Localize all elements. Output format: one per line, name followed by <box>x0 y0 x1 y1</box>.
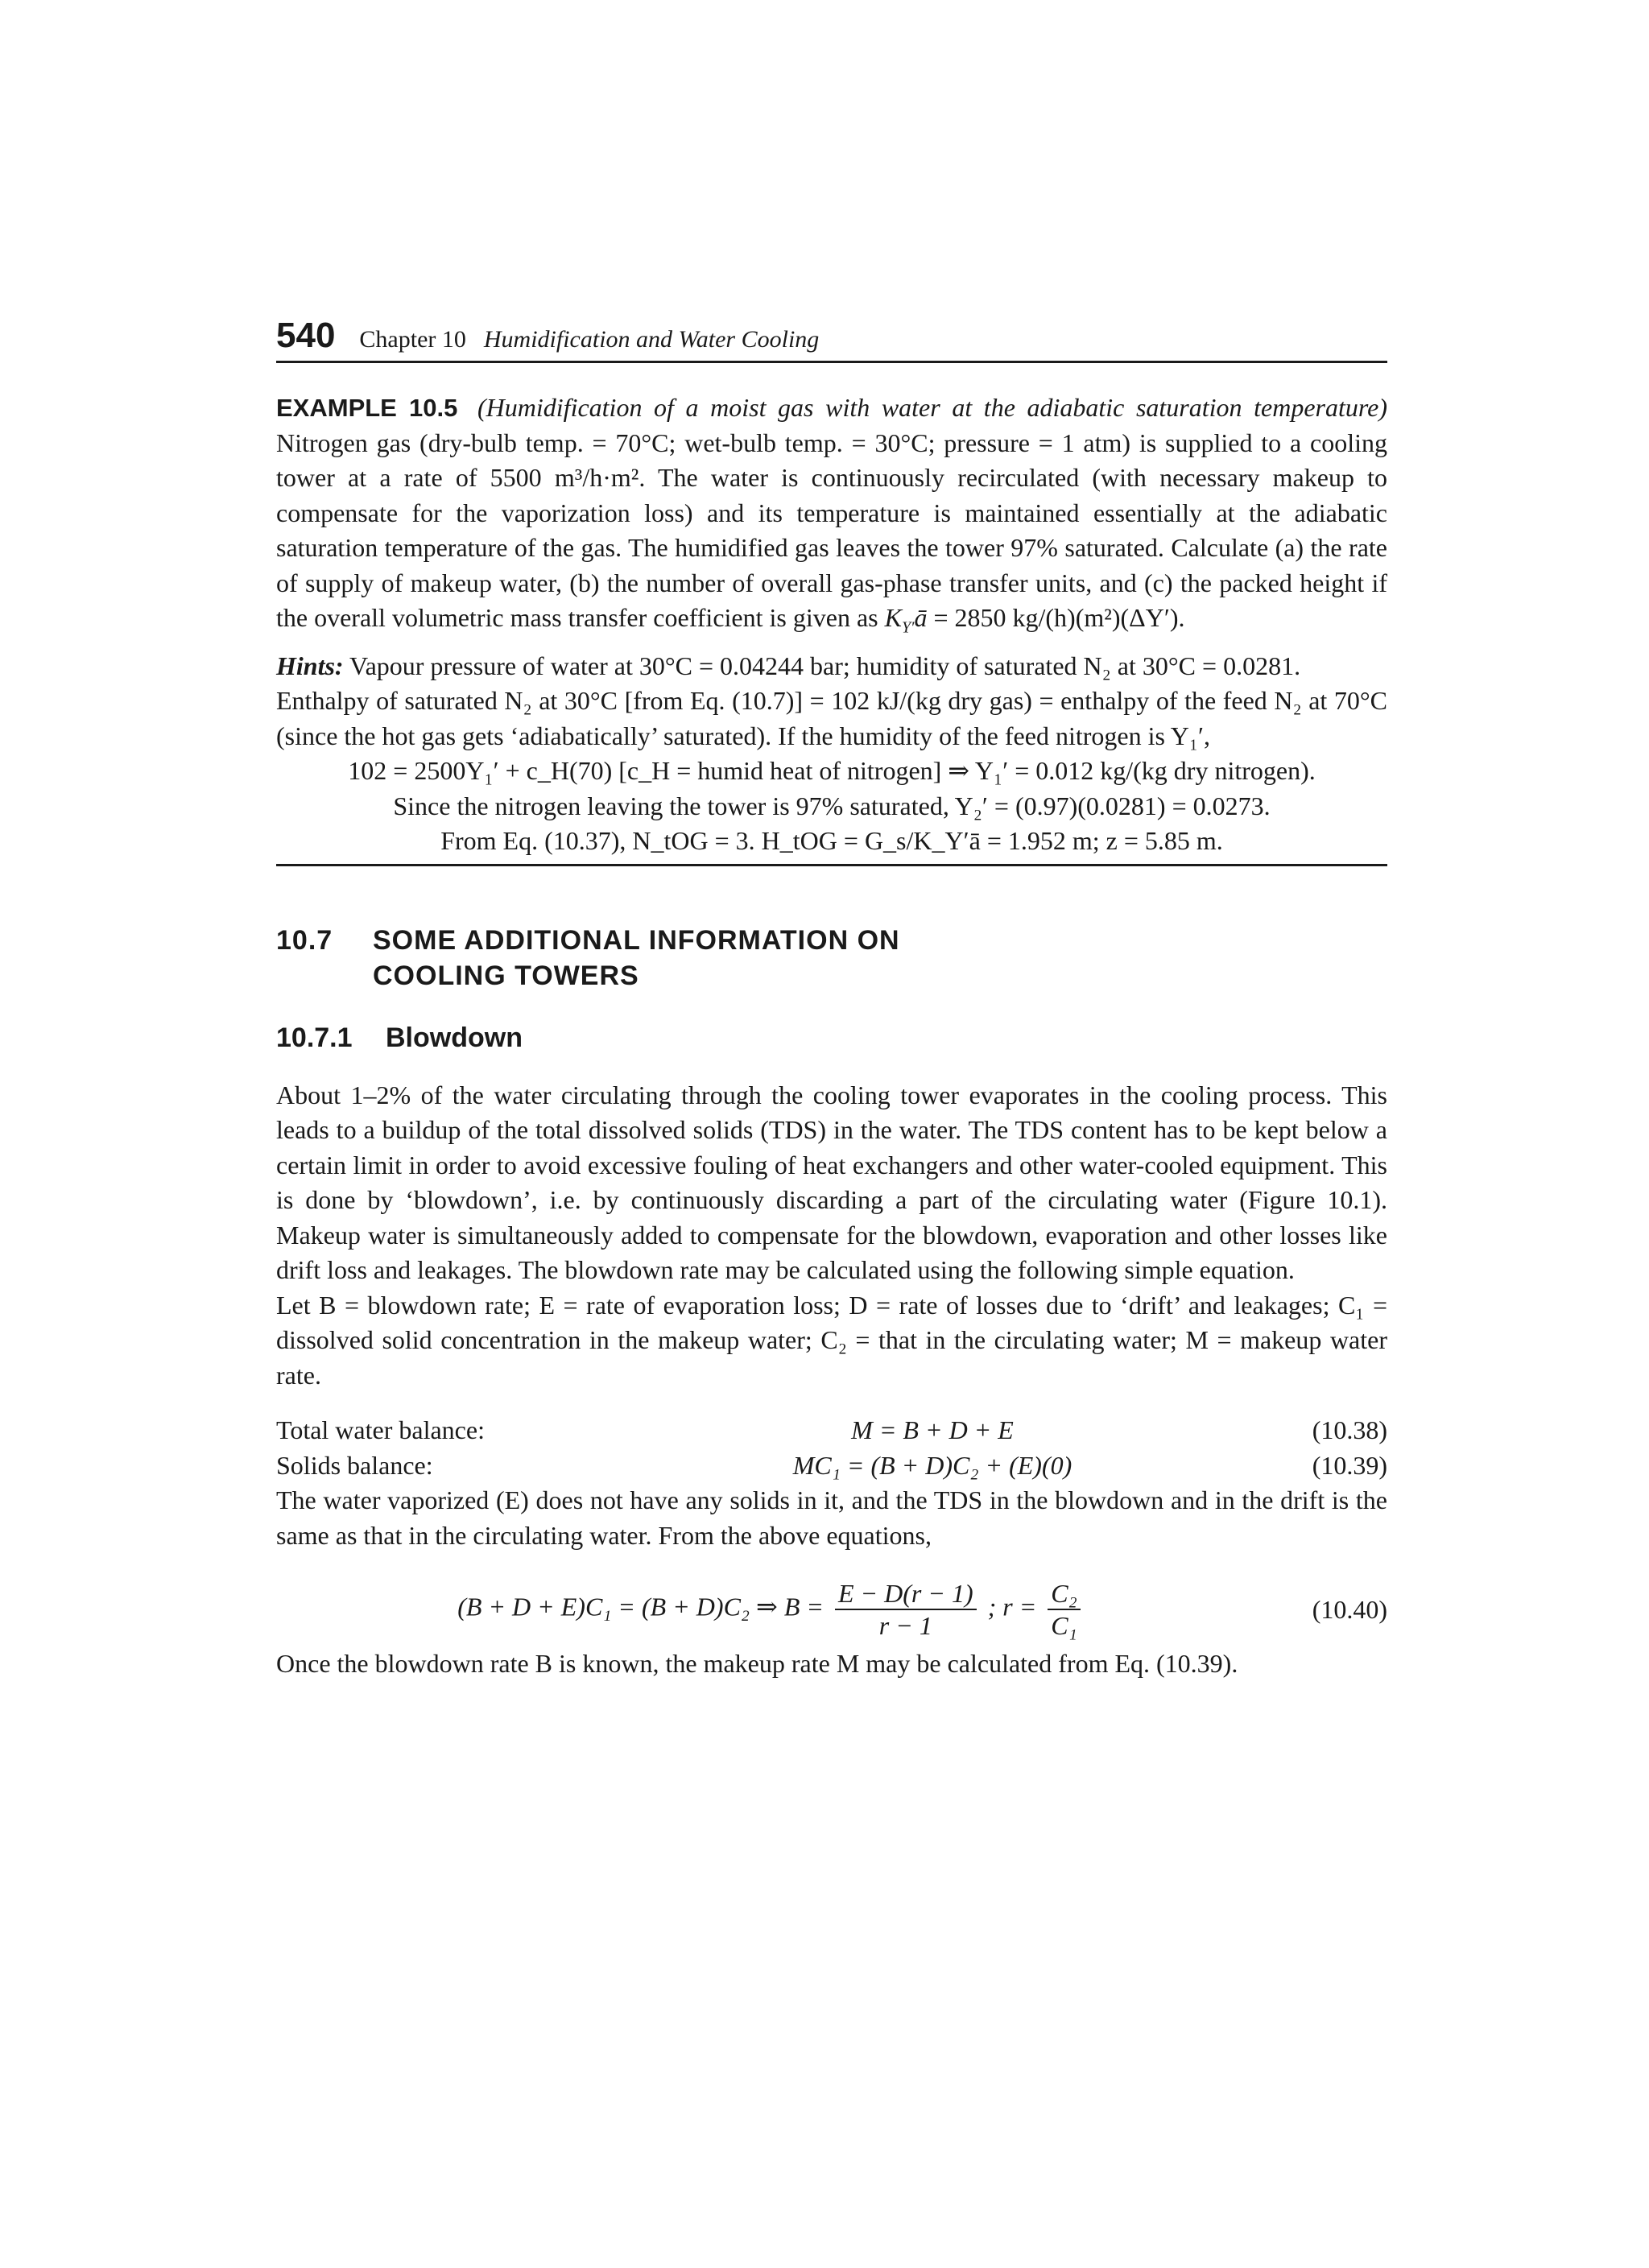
section-heading <box>276 923 1387 994</box>
equation-total-balance <box>276 1412 1387 1448</box>
equation-number: (10.39) <box>1312 1450 1387 1480</box>
chapter-label: Chapter 10 <box>359 326 466 353</box>
fraction-blowdown <box>835 1578 977 1641</box>
section-title-line-1: SOME ADDITIONAL INFORMATION ON <box>373 924 900 956</box>
hints-label: Hints: <box>276 651 344 680</box>
example-text-2: The water is continuously recirculated (with necessary makeup to compensate for the vaporization loss) and its temperature is maintained essentially at the adiabatic saturation temperature of the gas. The humidified gas leaves the tower 97% saturated. Calculate (a) the rate of supply of makeup water, (b) the number of overall gas-phase transfer units, and (c) the packed height if the overall volumetric mass transfer coefficient is given as <box>276 463 1388 632</box>
fraction-numerator: C₂ <box>1048 1578 1080 1610</box>
paragraph-definitions: Let B = blowdown rate; E = rate of evaporation loss; D = rate of losses due to ‘drift’ and leakages; C₁ = dissolved solid concentration in the makeup water; C₂ = that in the circulating water; M = makeup water rate. <box>276 1290 1387 1390</box>
page <box>276 316 1387 1682</box>
paragraph-tds: The water vaporized (E) does not have any solids in it, and the TDS in the blowdown and in the drift is the same as that in the circulating water. From the above equations, <box>276 1485 1387 1550</box>
paragraph-makeup-rate: Once the blowdown rate B is known, the makeup rate M may be calculated from Eq. (10.39). <box>276 1649 1238 1678</box>
example-label: EXAMPLE 10.5 <box>276 394 458 422</box>
fraction-numerator: E − D(r − 1) <box>835 1578 977 1610</box>
hints-line-1: Vapour pressure of water at 30°C = 0.04244 bar; humidity of saturated N₂ at 30°C = 0.0281. <box>349 651 1301 680</box>
coefficient-symbol: $K_{Y'}ā$ <box>884 603 928 637</box>
page-header <box>276 316 1387 363</box>
equation-left: (B + D + E)C₁ = (B + D)C₂ ⇒ B = <box>457 1592 824 1621</box>
equation-number: (10.40) <box>1312 1594 1387 1624</box>
section-number: 10.7 <box>276 924 333 956</box>
equation-label: Solids balance: <box>276 1450 433 1480</box>
chapter-title: Humidification and Water Cooling <box>483 326 820 353</box>
balance-equations <box>276 1412 1387 1483</box>
fraction-denominator: C₁ <box>1051 1611 1077 1640</box>
equation-solids-balance <box>276 1448 1387 1483</box>
hints-equation-2: Since the nitrogen leaving the tower is 97% saturated, Y₂′ = (0.97)(0.0281) = 0.0273. <box>393 791 1271 820</box>
hints-line-2: Enthalpy of saturated N₂ at 30°C [from Eq. (10.7)] = 102 kJ/(kg dry gas) = enthalpy of the feed N₂ at 70°C (since the hot gas gets ‘adiabatically’ saturated). If the humidity of the feed nitrogen is Y₁′, <box>276 686 1387 750</box>
hints-equation-3: From Eq. (10.37), N_tOG = 3. H_tOG = G_s/K_Y′ā = 1.952 m; z = 5.85 m. <box>276 824 1387 866</box>
hints-block <box>276 649 1387 866</box>
section-title-line-2: COOLING TOWERS <box>373 960 639 991</box>
equation-number: (10.38) <box>1312 1415 1387 1444</box>
subsection-number: 10.7.1 <box>276 1022 353 1053</box>
equation-label: Total water balance: <box>276 1415 485 1444</box>
subsection-title: Blowdown <box>386 1022 523 1053</box>
equation-expression: MC₁ = (B + D)C₂ + (E)(0) <box>792 1450 1072 1480</box>
fraction-ratio <box>1048 1578 1080 1641</box>
example-block <box>276 390 1387 636</box>
page-number: 540 <box>276 316 336 355</box>
fraction-denominator: r − 1 <box>878 1611 932 1640</box>
example-text-1: Nitrogen gas (dry-bulb temp. = 70°C; wet-bulb temp. = 30°C; pressure = 1 atm) is supplied to a cooling tower at a rate of 5500 m³/h·m². <box>276 428 1387 492</box>
equation-expression: M = B + D + E <box>851 1415 1014 1444</box>
subsection-heading <box>276 1022 1387 1054</box>
hints-equation-1: 102 = 2500Y₁′ + c_H(70) [c_H = humid heat of nitrogen] ⇒ Y₁′ = 0.012 kg/(kg dry nitrogen). <box>348 756 1316 785</box>
equation-blowdown-rate <box>276 1572 1387 1646</box>
paragraph-blowdown-intro: About 1–2% of the water circulating through the cooling tower evaporates in the cooling process. This leads to a buildup of the total dissolved solids (TDS) in the water. The TDS content has to be kept below a certain limit in order to avoid excessive fouling of heat exchangers and other water-cooled equipment. This is done by ‘blowdown’, i.e. by continuously discarding a part of the circulating water (Figure 10.1). Makeup water is simultaneously added to compensate for the blowdown, evaporation and other losses like drift loss and leakages. The blowdown rate may be calculated using the following simple equation. <box>276 1080 1387 1284</box>
coefficient-value: = 2850 kg/(h)(m²)(ΔY′). <box>933 603 1185 632</box>
equation-ratio-label: ; r = <box>987 1592 1037 1621</box>
example-title: (Humidification of a moist gas with water at the adiabatic saturation temperature) <box>477 393 1388 422</box>
